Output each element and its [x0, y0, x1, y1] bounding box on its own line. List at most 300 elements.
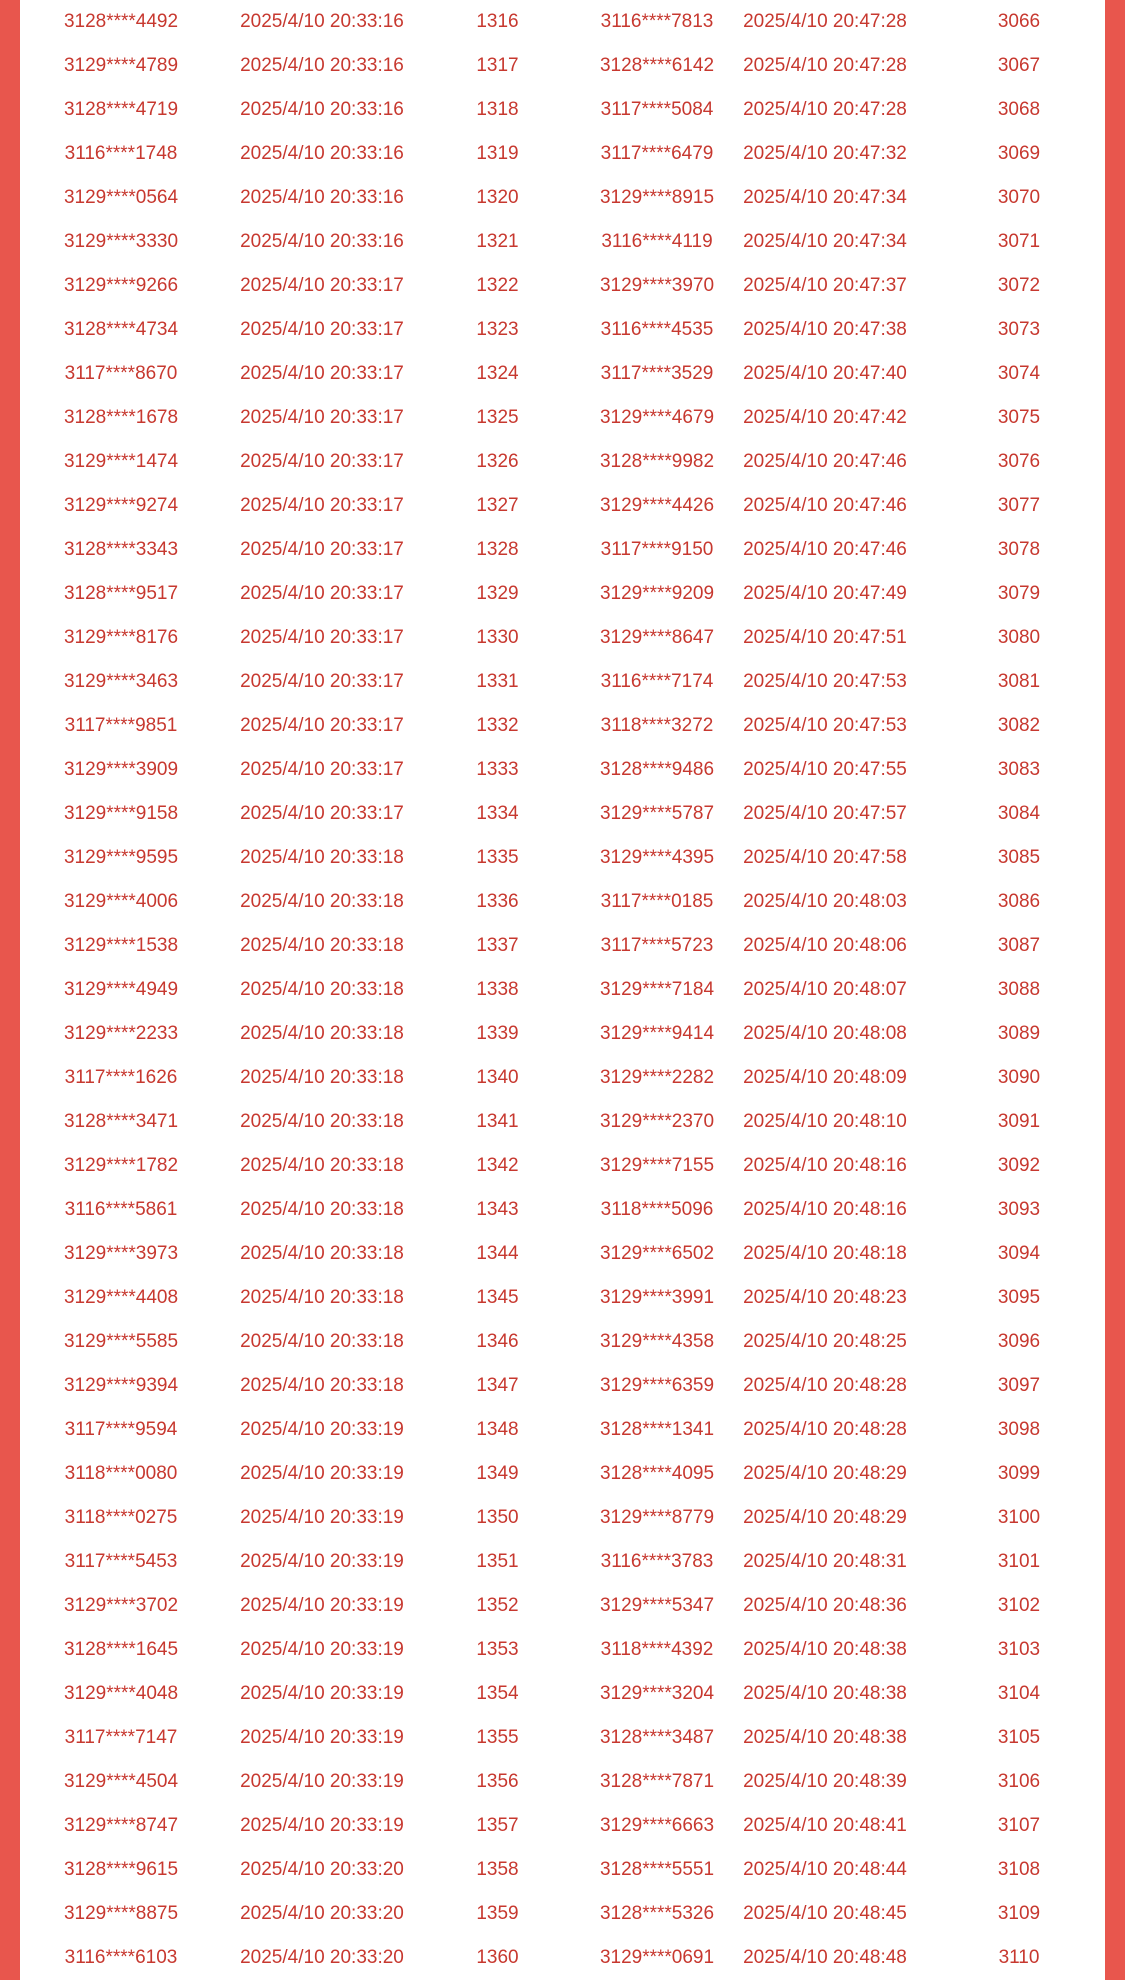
table-row: [20, 484, 1105, 528]
time-right-cell: 2025/4/10 20:47:37: [743, 275, 907, 296]
time-right-cell: 2025/4/10 20:48:07: [743, 979, 907, 1000]
rank-left-cell: 1329: [476, 583, 519, 604]
phone-right-cell: 3128****4095: [599, 1463, 715, 1484]
rank-left-cell: 1357: [476, 1815, 519, 1836]
phone-right-cell: 3129****4395: [599, 847, 715, 868]
phone-right-cell: 3117****5084: [600, 99, 714, 120]
rank-left-cell: 1332: [476, 715, 519, 736]
time-left-cell: 2025/4/10 20:33:18: [240, 1287, 404, 1308]
rank-left-cell: 1342: [476, 1155, 519, 1176]
phone-left-cell: 3128****4492: [63, 11, 179, 32]
rank-right-cell: 3108: [997, 1859, 1041, 1880]
phone-right-cell: 3116****7174: [600, 671, 714, 692]
time-right-cell: 2025/4/10 20:48:44: [743, 1859, 907, 1880]
rank-left-cell: 1317: [476, 55, 519, 76]
time-right-cell: 2025/4/10 20:48:25: [743, 1331, 907, 1352]
time-left-cell: 2025/4/10 20:33:18: [240, 1023, 404, 1044]
phone-right-cell: 3129****3204: [599, 1683, 715, 1704]
time-right-cell: 2025/4/10 20:48:45: [743, 1903, 907, 1924]
time-left-cell: 2025/4/10 20:33:19: [240, 1683, 404, 1704]
time-right-cell: 2025/4/10 20:48:41: [743, 1815, 907, 1836]
time-left-cell: 2025/4/10 20:33:18: [240, 847, 404, 868]
time-right-cell: 2025/4/10 20:48:06: [743, 935, 907, 956]
time-right-cell: 2025/4/10 20:48:38: [743, 1639, 907, 1660]
rank-right-cell: 3069: [997, 143, 1041, 164]
time-right-cell: 2025/4/10 20:48:28: [743, 1375, 907, 1396]
time-left-cell: 2025/4/10 20:33:19: [240, 1507, 404, 1528]
time-right-cell: 2025/4/10 20:48:10: [743, 1111, 907, 1132]
time-left-cell: 2025/4/10 20:33:19: [240, 1551, 404, 1572]
time-right-cell: 2025/4/10 20:48:18: [743, 1243, 907, 1264]
table-row: [20, 1188, 1105, 1232]
time-left-cell: 2025/4/10 20:33:16: [240, 187, 404, 208]
phone-left-cell: 3128****4719: [63, 99, 179, 120]
rank-right-cell: 3066: [997, 11, 1041, 32]
phone-left-cell: 3128****4734: [63, 319, 179, 340]
time-right-cell: 2025/4/10 20:48:16: [743, 1199, 907, 1220]
table-row: [20, 1496, 1105, 1540]
rank-left-cell: 1323: [476, 319, 519, 340]
table-row: [20, 616, 1105, 660]
rank-right-cell: 3094: [997, 1243, 1041, 1264]
phone-right-cell: 3128****9982: [599, 451, 715, 472]
rank-right-cell: 3075: [997, 407, 1041, 428]
table-row: [20, 704, 1105, 748]
rank-left-cell: 1343: [476, 1199, 519, 1220]
table-row: [20, 88, 1105, 132]
time-left-cell: 2025/4/10 20:33:17: [240, 583, 404, 604]
phone-left-cell: 3128****9517: [63, 583, 179, 604]
table-row: [20, 1320, 1105, 1364]
phone-right-cell: 3129****9414: [599, 1023, 715, 1044]
rank-right-cell: 3109: [997, 1903, 1041, 1924]
table-row: [20, 308, 1105, 352]
phone-left-cell: 3129****2233: [63, 1023, 179, 1044]
table-row: [20, 1584, 1105, 1628]
rank-left-cell: 1321: [476, 231, 519, 252]
rank-right-cell: 3084: [997, 803, 1041, 824]
rank-left-cell: 1344: [476, 1243, 519, 1264]
rank-left-cell: 1358: [476, 1859, 519, 1880]
phone-left-cell: 3129****9266: [63, 275, 179, 296]
phone-right-cell: 3116****7813: [600, 11, 714, 32]
phone-left-cell: 3129****4504: [63, 1771, 179, 1792]
phone-left-cell: 3128****9615: [63, 1859, 179, 1880]
rank-right-cell: 3081: [997, 671, 1041, 692]
phone-right-cell: 3118****4392: [600, 1639, 714, 1660]
rank-right-cell: 3072: [997, 275, 1041, 296]
rank-left-cell: 1348: [476, 1419, 519, 1440]
rank-left-cell: 1355: [476, 1727, 519, 1748]
phone-right-cell: 3129****6359: [599, 1375, 715, 1396]
rank-left-cell: 1349: [476, 1463, 519, 1484]
time-left-cell: 2025/4/10 20:33:18: [240, 1067, 404, 1088]
time-left-cell: 2025/4/10 20:33:17: [240, 539, 404, 560]
rank-right-cell: 3110: [998, 1947, 1040, 1968]
rank-left-cell: 1345: [476, 1287, 519, 1308]
time-right-cell: 2025/4/10 20:47:42: [743, 407, 907, 428]
rank-right-cell: 3095: [997, 1287, 1041, 1308]
phone-left-cell: 3129****9394: [63, 1375, 179, 1396]
rank-right-cell: 3070: [997, 187, 1041, 208]
phone-left-cell: 3129****8875: [63, 1903, 179, 1924]
rank-left-cell: 1351: [476, 1551, 519, 1572]
phone-right-cell: 3117****9150: [600, 539, 714, 560]
phone-left-cell: 3128****1678: [63, 407, 179, 428]
phone-right-cell: 3128****3487: [599, 1727, 715, 1748]
rank-right-cell: 3091: [997, 1111, 1041, 1132]
phone-right-cell: 3129****8647: [599, 627, 715, 648]
rank-right-cell: 3068: [997, 99, 1041, 120]
phone-left-cell: 3117****9594: [64, 1419, 178, 1440]
rank-right-cell: 3104: [997, 1683, 1041, 1704]
rank-right-cell: 3098: [997, 1419, 1041, 1440]
time-right-cell: 2025/4/10 20:47:49: [743, 583, 907, 604]
rank-left-cell: 1350: [476, 1507, 519, 1528]
time-right-cell: 2025/4/10 20:47:28: [743, 11, 907, 32]
rank-left-cell: 1316: [476, 11, 519, 32]
phone-right-cell: 3129****5347: [599, 1595, 715, 1616]
rank-right-cell: 3080: [997, 627, 1041, 648]
rank-left-cell: 1331: [476, 671, 519, 692]
table-row: [20, 880, 1105, 924]
time-right-cell: 2025/4/10 20:48:28: [743, 1419, 907, 1440]
phone-right-cell: 3129****3970: [599, 275, 715, 296]
time-right-cell: 2025/4/10 20:48:38: [743, 1727, 907, 1748]
phone-right-cell: 3129****5787: [599, 803, 715, 824]
rank-right-cell: 3092: [997, 1155, 1041, 1176]
table-row: [20, 528, 1105, 572]
rank-left-cell: 1322: [476, 275, 519, 296]
rank-right-cell: 3078: [997, 539, 1041, 560]
phone-right-cell: 3129****0691: [599, 1947, 715, 1968]
table-row: [20, 1628, 1105, 1672]
time-right-cell: 2025/4/10 20:47:53: [743, 715, 907, 736]
table-row: [20, 1936, 1105, 1980]
rank-left-cell: 1341: [476, 1111, 519, 1132]
time-left-cell: 2025/4/10 20:33:19: [240, 1419, 404, 1440]
phone-right-cell: 3129****8915: [599, 187, 715, 208]
rank-left-cell: 1356: [476, 1771, 519, 1792]
phone-left-cell: 3129****4408: [63, 1287, 179, 1308]
rank-right-cell: 3083: [997, 759, 1041, 780]
time-right-cell: 2025/4/10 20:48:08: [743, 1023, 907, 1044]
time-left-cell: 2025/4/10 20:33:18: [240, 935, 404, 956]
table-row: [20, 396, 1105, 440]
rank-left-cell: 1328: [476, 539, 519, 560]
phone-right-cell: 3129****2282: [599, 1067, 715, 1088]
time-right-cell: 2025/4/10 20:47:46: [743, 495, 907, 516]
time-left-cell: 2025/4/10 20:33:18: [240, 1375, 404, 1396]
phone-right-cell: 3129****4679: [599, 407, 715, 428]
rank-left-cell: 1346: [476, 1331, 519, 1352]
time-left-cell: 2025/4/10 20:33:19: [240, 1771, 404, 1792]
time-left-cell: 2025/4/10 20:33:17: [240, 407, 404, 428]
phone-right-cell: 3128****1341: [599, 1419, 715, 1440]
time-right-cell: 2025/4/10 20:47:53: [743, 671, 907, 692]
phone-right-cell: 3128****9486: [599, 759, 715, 780]
table-row: [20, 1100, 1105, 1144]
phone-left-cell: 3129****1782: [63, 1155, 179, 1176]
time-right-cell: 2025/4/10 20:47:38: [743, 319, 907, 340]
rank-left-cell: 1338: [476, 979, 519, 1000]
rank-left-cell: 1325: [476, 407, 519, 428]
phone-right-cell: 3116****4119: [601, 231, 713, 252]
phone-left-cell: 3129****3909: [63, 759, 179, 780]
table-row: [20, 0, 1105, 44]
table-row: [20, 264, 1105, 308]
time-left-cell: 2025/4/10 20:33:19: [240, 1463, 404, 1484]
time-right-cell: 2025/4/10 20:47:46: [743, 451, 907, 472]
rank-left-cell: 1339: [476, 1023, 519, 1044]
phone-left-cell: 3118****0080: [64, 1463, 178, 1484]
phone-left-cell: 3129****4949: [63, 979, 179, 1000]
phone-left-cell: 3129****4048: [63, 1683, 179, 1704]
phone-left-cell: 3117****1626: [64, 1067, 178, 1088]
rank-left-cell: 1335: [476, 847, 519, 868]
rank-right-cell: 3067: [997, 55, 1041, 76]
table-row: [20, 440, 1105, 484]
time-left-cell: 2025/4/10 20:33:18: [240, 1199, 404, 1220]
table-row: [20, 220, 1105, 264]
time-right-cell: 2025/4/10 20:48:38: [743, 1683, 907, 1704]
table-row: [20, 1892, 1105, 1936]
rank-left-cell: 1319: [476, 143, 519, 164]
phone-left-cell: 3129****4006: [63, 891, 179, 912]
rank-right-cell: 3107: [997, 1815, 1041, 1836]
time-left-cell: 2025/4/10 20:33:17: [240, 671, 404, 692]
table-row: [20, 1276, 1105, 1320]
table-row: [20, 176, 1105, 220]
table-row: [20, 44, 1105, 88]
phone-right-cell: 3129****7184: [599, 979, 715, 1000]
phone-right-cell: 3128****5551: [599, 1859, 715, 1880]
phone-right-cell: 3116****3783: [600, 1551, 714, 1572]
phone-left-cell: 3129****9158: [63, 803, 179, 824]
rank-left-cell: 1334: [476, 803, 519, 824]
phone-left-cell: 3129****8747: [63, 1815, 179, 1836]
time-left-cell: 2025/4/10 20:33:17: [240, 495, 404, 516]
phone-left-cell: 3129****8176: [63, 627, 179, 648]
rank-right-cell: 3105: [997, 1727, 1041, 1748]
rank-right-cell: 3077: [997, 495, 1041, 516]
time-left-cell: 2025/4/10 20:33:18: [240, 1331, 404, 1352]
time-right-cell: 2025/4/10 20:48:23: [743, 1287, 907, 1308]
table-row: [20, 660, 1105, 704]
phone-right-cell: 3129****4426: [599, 495, 715, 516]
phone-right-cell: 3128****7871: [599, 1771, 715, 1792]
table-row: [20, 1012, 1105, 1056]
rank-right-cell: 3106: [997, 1771, 1041, 1792]
phone-right-cell: 3129****6502: [599, 1243, 715, 1264]
phone-right-cell: 3129****4358: [599, 1331, 715, 1352]
phone-left-cell: 3129****3463: [63, 671, 179, 692]
phone-right-cell: 3116****4535: [600, 319, 714, 340]
table-row: [20, 1716, 1105, 1760]
table-row: [20, 1804, 1105, 1848]
rank-right-cell: 3082: [997, 715, 1041, 736]
time-left-cell: 2025/4/10 20:33:17: [240, 451, 404, 472]
time-left-cell: 2025/4/10 20:33:18: [240, 891, 404, 912]
rank-left-cell: 1324: [476, 363, 519, 384]
rank-left-cell: 1352: [476, 1595, 519, 1616]
time-left-cell: 2025/4/10 20:33:18: [240, 1155, 404, 1176]
rank-right-cell: 3086: [997, 891, 1041, 912]
table-row: [20, 1848, 1105, 1892]
time-right-cell: 2025/4/10 20:48:29: [743, 1463, 907, 1484]
rank-left-cell: 1359: [476, 1903, 519, 1924]
rank-right-cell: 3087: [997, 935, 1041, 956]
time-right-cell: 2025/4/10 20:47:28: [743, 55, 907, 76]
time-left-cell: 2025/4/10 20:33:17: [240, 715, 404, 736]
time-left-cell: 2025/4/10 20:33:18: [240, 1243, 404, 1264]
time-left-cell: 2025/4/10 20:33:18: [240, 1111, 404, 1132]
table-row: [20, 352, 1105, 396]
rank-left-cell: 1326: [476, 451, 519, 472]
phone-right-cell: 3117****0185: [600, 891, 714, 912]
time-right-cell: 2025/4/10 20:48:29: [743, 1507, 907, 1528]
rank-right-cell: 3103: [997, 1639, 1041, 1660]
rank-right-cell: 3089: [997, 1023, 1041, 1044]
time-left-cell: 2025/4/10 20:33:20: [240, 1859, 404, 1880]
rank-left-cell: 1327: [476, 495, 519, 516]
time-right-cell: 2025/4/10 20:48:16: [743, 1155, 907, 1176]
rank-left-cell: 1354: [476, 1683, 519, 1704]
phone-right-cell: 3129****3991: [599, 1287, 715, 1308]
rank-right-cell: 3097: [997, 1375, 1041, 1396]
phone-left-cell: 3117****9851: [64, 715, 178, 736]
time-right-cell: 2025/4/10 20:47:34: [743, 187, 907, 208]
time-right-cell: 2025/4/10 20:47:46: [743, 539, 907, 560]
time-left-cell: 2025/4/10 20:33:19: [240, 1639, 404, 1660]
rank-left-cell: 1333: [476, 759, 519, 780]
time-right-cell: 2025/4/10 20:48:48: [743, 1947, 907, 1968]
rank-left-cell: 1320: [476, 187, 519, 208]
table-row: [20, 1760, 1105, 1804]
time-left-cell: 2025/4/10 20:33:20: [240, 1903, 404, 1924]
phone-right-cell: 3117****3529: [600, 363, 714, 384]
rank-right-cell: 3088: [997, 979, 1041, 1000]
phone-left-cell: 3129****3973: [63, 1243, 179, 1264]
time-right-cell: 2025/4/10 20:48:31: [743, 1551, 907, 1572]
table-row: [20, 1408, 1105, 1452]
table-row: [20, 132, 1105, 176]
time-left-cell: 2025/4/10 20:33:18: [240, 979, 404, 1000]
rank-left-cell: 1337: [476, 935, 519, 956]
rank-right-cell: 3074: [997, 363, 1041, 384]
phone-right-cell: 3129****9209: [599, 583, 715, 604]
phone-left-cell: 3129****3330: [63, 231, 179, 252]
time-right-cell: 2025/4/10 20:47:51: [743, 627, 907, 648]
phone-left-cell: 3117****8670: [64, 363, 178, 384]
rank-right-cell: 3096: [997, 1331, 1041, 1352]
rank-right-cell: 3076: [997, 451, 1041, 472]
table-row: [20, 1540, 1105, 1584]
time-right-cell: 2025/4/10 20:47:58: [743, 847, 907, 868]
table-row: [20, 968, 1105, 1012]
rank-left-cell: 1318: [476, 99, 519, 120]
time-left-cell: 2025/4/10 20:33:17: [240, 363, 404, 384]
rank-left-cell: 1340: [476, 1067, 519, 1088]
time-right-cell: 2025/4/10 20:48:36: [743, 1595, 907, 1616]
table-row: [20, 836, 1105, 880]
phone-left-cell: 3128****3343: [63, 539, 179, 560]
rank-left-cell: 1330: [476, 627, 519, 648]
time-right-cell: 2025/4/10 20:47:34: [743, 231, 907, 252]
table-row: [20, 748, 1105, 792]
time-left-cell: 2025/4/10 20:33:17: [240, 803, 404, 824]
phone-left-cell: 3128****3471: [63, 1111, 179, 1132]
rank-right-cell: 3090: [997, 1067, 1041, 1088]
time-left-cell: 2025/4/10 20:33:19: [240, 1815, 404, 1836]
time-right-cell: 2025/4/10 20:47:32: [743, 143, 907, 164]
rank-right-cell: 3071: [997, 231, 1041, 252]
table-row: [20, 1364, 1105, 1408]
time-right-cell: 2025/4/10 20:47:28: [743, 99, 907, 120]
table-row: [20, 1672, 1105, 1716]
rank-left-cell: 1353: [476, 1639, 519, 1660]
phone-right-cell: 3128****5326: [599, 1903, 715, 1924]
time-left-cell: 2025/4/10 20:33:17: [240, 759, 404, 780]
rank-right-cell: 3085: [997, 847, 1041, 868]
phone-right-cell: 3129****6663: [599, 1815, 715, 1836]
rank-right-cell: 3100: [997, 1507, 1041, 1528]
time-left-cell: 2025/4/10 20:33:16: [240, 231, 404, 252]
time-left-cell: 2025/4/10 20:33:19: [240, 1595, 404, 1616]
rank-right-cell: 3102: [997, 1595, 1041, 1616]
table-row: [20, 1056, 1105, 1100]
phone-right-cell: 3117****6479: [600, 143, 714, 164]
rank-right-cell: 3101: [997, 1551, 1041, 1572]
record-panel: [20, 0, 1105, 1980]
time-left-cell: 2025/4/10 20:33:19: [240, 1727, 404, 1748]
time-left-cell: 2025/4/10 20:33:16: [240, 55, 404, 76]
table-row: [20, 1232, 1105, 1276]
record-table: [20, 0, 1105, 1980]
phone-left-cell: 3129****0564: [63, 187, 179, 208]
rank-right-cell: 3093: [997, 1199, 1041, 1220]
table-row: [20, 1452, 1105, 1496]
time-right-cell: 2025/4/10 20:47:55: [743, 759, 907, 780]
phone-left-cell: 3116****6103: [64, 1947, 178, 1968]
rank-right-cell: 3079: [997, 583, 1041, 604]
time-left-cell: 2025/4/10 20:33:16: [240, 11, 404, 32]
time-right-cell: 2025/4/10 20:48:03: [743, 891, 907, 912]
time-left-cell: 2025/4/10 20:33:16: [240, 99, 404, 120]
phone-left-cell: 3129****1474: [63, 451, 179, 472]
table-row: [20, 924, 1105, 968]
time-right-cell: 2025/4/10 20:48:39: [743, 1771, 907, 1792]
phone-left-cell: 3129****3702: [63, 1595, 179, 1616]
table-row: [20, 572, 1105, 616]
rank-right-cell: 3099: [997, 1463, 1041, 1484]
phone-right-cell: 3129****7155: [599, 1155, 715, 1176]
phone-left-cell: 3116****1748: [64, 143, 178, 164]
phone-left-cell: 3117****7147: [64, 1727, 178, 1748]
time-left-cell: 2025/4/10 20:33:17: [240, 275, 404, 296]
time-right-cell: 2025/4/10 20:47:57: [743, 803, 907, 824]
phone-right-cell: 3128****6142: [599, 55, 715, 76]
phone-right-cell: 3129****2370: [599, 1111, 715, 1132]
phone-left-cell: 3118****0275: [64, 1507, 178, 1528]
phone-left-cell: 3128****1645: [63, 1639, 179, 1660]
table-row: [20, 792, 1105, 836]
phone-left-cell: 3129****4789: [63, 55, 179, 76]
phone-left-cell: 3116****5861: [64, 1199, 178, 1220]
phone-left-cell: 3129****5585: [63, 1331, 179, 1352]
time-left-cell: 2025/4/10 20:33:17: [240, 627, 404, 648]
phone-left-cell: 3129****9274: [63, 495, 179, 516]
